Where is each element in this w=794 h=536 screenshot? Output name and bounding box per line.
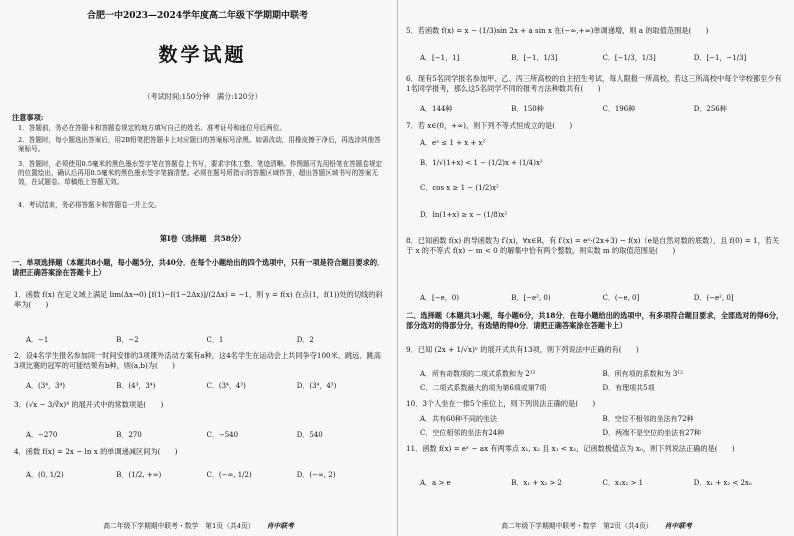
- option-d: D．(3⁴，4³): [296, 382, 337, 390]
- question-4-options: [26, 470, 387, 480]
- page-2: [397, 0, 794, 536]
- option-a: A．a > e: [420, 479, 451, 487]
- option-c: C．(−∞, 1/2): [206, 471, 252, 479]
- footer-stamp: 肖中联考: [266, 522, 294, 530]
- footer-text: 高二年级下学期期中联考・数学 第2页（共4页）: [501, 522, 653, 530]
- section-2-heading: 二、选择题（本题共3小题，每小题6分，共18分．在每小题给出的选项中，有多项符合题目要求，全部选对的得6分，部分选对的得部分分，有选错的得0分．请把正确答案涂在答题卡上）: [406, 311, 784, 330]
- option-d: D．x₁ + x₂ < 2x₀: [693, 479, 752, 487]
- option-b: B．150种: [511, 105, 544, 113]
- option-b: B．所有项的系数和为 3¹²: [602, 370, 683, 378]
- option-a: A．eˣ ≤ 1 + x + x²: [420, 139, 486, 147]
- note-item: 3．答题时，必须使用0.5毫米的黑色墨水签字笔在答题卷上书写，要求字体工整、笔迹清晰。作图题可先用铅笔在答题卷规定的位置绘出，确认后再用0.5毫米的黑色墨水签字笔描清楚。必须在题号所指示的答题区域作答，超出答题区域书写的答案无效，在试题卷、草稿纸上答题无效。: [18, 160, 383, 186]
- question-3: 3．(√x − 3/∛x)⁴ 的展开式中的常数项是( ): [14, 400, 164, 409]
- option-a: A．144种: [420, 105, 453, 113]
- option-c: C．(−e, 0]: [602, 294, 640, 302]
- exam-header: 合肥一中2023—2024学年度高二年级下学期期中联考: [86, 11, 309, 21]
- question-1-options: [26, 335, 387, 345]
- question-10: 10．3个人坐在一排5个座位上，则下列说法正确的是( ): [406, 399, 596, 408]
- question-4: 4．函数 f(x) = 2x − ln x 的单调递减区间为( ): [14, 447, 178, 456]
- exam-title: 数学试题: [158, 44, 247, 66]
- section-1-heading: 一、单项选择题（本题共8小题，每小题5分，共40分．在每个小题给出的四个选项中，只有一项是符合题目要求的．请把正确答案涂在答题卡上）: [12, 258, 385, 277]
- question-8: 8．已知函数 f(x) 的导函数为 f′(x)，∀x∈R，有 f′(x) = eˣ·(2x+3) − f(x)（e是自然对数的底数），且 f(0) = 1，若关于 x 的不等式 f(x) − m < 0 的解集中恰有两个整数，则实数 m 的取值范围是( ): [406, 236, 780, 255]
- option-b: B．(4³，3⁴): [116, 382, 156, 390]
- option-d: D．256种: [693, 105, 727, 113]
- option-a: A．(0, 1/2): [26, 471, 64, 479]
- footer-text: 高二年级下学期期中联考・数学 第1页（共4页）: [103, 522, 255, 530]
- question-5: 5．若函数 f(x) = x − (1/3)sin 2x + a sin x 在(−∞,+∞)单调递增，则 a 的取值范围是( ): [406, 26, 709, 35]
- question-7: 7．若 x∈(0，+∞)，则下列不等式恒成立的是( ): [406, 121, 573, 130]
- question-9-options: [420, 369, 785, 379]
- note-item: 4．考试结束，务必将答题卡和答题卷一并上交。: [18, 201, 161, 209]
- option-c: C．(3⁴，4³): [206, 382, 246, 390]
- option-b: B．270: [116, 431, 142, 439]
- question-9-options: [420, 383, 785, 393]
- option-d: D．ln(1+x) ≥ x − (1/8)x²: [420, 211, 508, 219]
- option-b: B．−2: [116, 336, 139, 344]
- option-d: D．(−e², 0]: [693, 294, 734, 302]
- notes-title: 注意事项:: [12, 113, 44, 122]
- question-11: 11．函数 f(x) = eˣ − ax 有两零点 x₁, x₂ 且 x₁ < x₂，记函数极值点为 x₀，则下列说法正确的是( ): [406, 444, 735, 453]
- question-6: 6．现有5名同学报名参加甲、乙、丙三所高校的自主招生考试，每人限报一所高校，若这三所高校中每个学校都至少有1名同学报考，那么这5名同学不同的报考方法种数共有( ): [406, 74, 782, 93]
- option-c: C．[−1/3，1/3]: [602, 54, 656, 62]
- note-item: 2．答题时，每小题选出答案后，用2B铅笔把答题卡上对应题目的答案标号涂黑。如需改动，用橡皮擦干净后，再选涂其他答案标号。: [18, 136, 381, 153]
- question-10-options: [420, 428, 785, 438]
- page-footer: [0, 520, 397, 530]
- option-c: C．空位相邻的坐法有24种: [420, 429, 505, 437]
- question-2-options: [26, 381, 387, 391]
- question-2: 2．设4名学生报名参加同一时间安排的3项课外活动方案有a种，这4名学生在运动会上共同争夺100米、跳远、跳高3项比赛的冠军的可能结果有b种，则(a,b)为( ): [14, 351, 381, 370]
- option-b: B．(1/2, +∞): [116, 471, 162, 479]
- option-c: C．x₁x₂ > 1: [602, 479, 644, 487]
- option-d: D．540: [296, 431, 323, 439]
- question-6-options: [420, 104, 785, 114]
- option-d: D．(−∞, 2): [296, 471, 336, 479]
- option-a: A．−270: [26, 431, 58, 439]
- question-8-options: [420, 293, 785, 303]
- option-b: B．1/√(1+x) < 1 − (1/2)x + (1/4)x²: [420, 159, 543, 167]
- exam-info: （考试时间:150分钟 满分:120分）: [143, 92, 262, 101]
- option-a: A．共有60种不同的坐法: [420, 415, 497, 423]
- page-footer: [398, 520, 794, 530]
- option-b: B．空位不相邻的坐法有72种: [602, 415, 694, 423]
- question-10-options: [420, 414, 785, 424]
- option-a: A．[−e，0): [420, 294, 459, 302]
- note-item: 1．答题前，务必在答题卡和答题卷规定的地方填写自己的姓名、准考证号和座位号后两位。: [18, 124, 286, 132]
- part-title: 第Ⅰ卷（选择题 共58分）: [159, 234, 246, 243]
- option-a: A．[−1，1]: [420, 54, 460, 62]
- question-11-options: [420, 478, 785, 488]
- option-c: C．−540: [206, 431, 239, 439]
- option-d: D．[−1，−1/3]: [693, 54, 747, 62]
- option-a: A．所有奇数项的二项式系数和为 2¹²: [420, 370, 536, 378]
- question-5-options: [420, 53, 785, 63]
- question-1: 1．函数 f(x) 在定义域上满足 lim(Δx→0) [f(1)−f(1−2Δx)]/(2Δx) = −1，则 y = f(x) 在点(1，f(1))处的切线的斜率为( ): [14, 290, 383, 309]
- option-a: A．(3⁴，3⁴): [26, 382, 66, 390]
- question-3-options: [26, 430, 387, 440]
- option-c: C．196种: [602, 105, 636, 113]
- option-d: D．有理项共5项: [602, 384, 655, 392]
- option-c: C．二项式系数最大的项为第6项或第7项: [420, 384, 547, 392]
- option-b: B．x₁ + x₂ > 2: [511, 479, 562, 487]
- option-d: D．两端不是空位的坐法有27种: [602, 429, 702, 437]
- question-9: 9．已知 (2x + 1/√x)ⁿ 的展开式共有13项，则下列说法中正确的有( ): [406, 345, 639, 354]
- option-b: B．[−1，1/3]: [511, 54, 558, 62]
- option-c: C．cos x ≥ 1 − (1/2)x²: [420, 184, 499, 192]
- footer-stamp: 肖中联考: [664, 522, 692, 530]
- option-c: C．1: [206, 336, 224, 344]
- option-b: B．[−e², 0): [511, 294, 551, 302]
- option-d: D．2: [296, 336, 314, 344]
- option-a: A．−1: [26, 336, 49, 344]
